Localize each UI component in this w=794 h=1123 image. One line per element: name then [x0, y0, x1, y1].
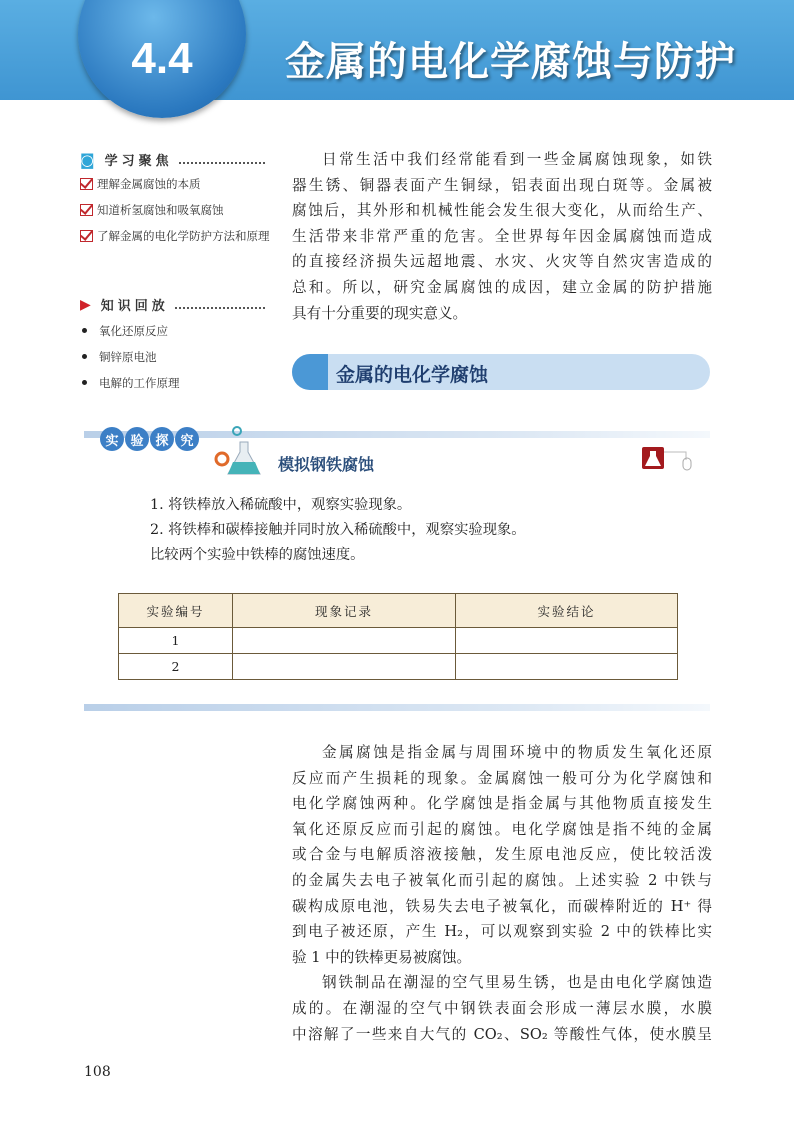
page-title: 金属的电化学腐蚀与防护: [285, 39, 736, 85]
review-item: 电解的工作原理: [99, 376, 180, 390]
text-line: 实验编号: [119, 594, 233, 628]
text-line: 金属腐蚀是指金属与周围环境中的物质发生氧化还原: [322, 744, 712, 761]
text-line: 的金属失去电子被氧化而引起的腐蚀。上述实验 2 中铁与: [292, 871, 712, 889]
text-line: 钢铁制品在潮湿的空气里易生锈，也是由电化学腐蚀造: [322, 974, 712, 992]
check-icon: [80, 178, 93, 190]
focus-item: 了解金属的电化学防护方法和原理: [97, 229, 270, 243]
check-icon: [80, 230, 93, 242]
text-line: 到电子被还原，产生 H₂，可以观察到实验 2 中的铁棒比实: [292, 923, 712, 941]
text-line: 的直接经济损失远超地震、水灾、火灾等自然灾害造成的: [292, 253, 712, 271]
step-1: 1. 将铁棒放入稀硫酸中，观察实验现象。: [150, 497, 412, 513]
experiment-steps: [150, 493, 526, 568]
text-line: 现象记录: [233, 594, 456, 628]
table-row: [119, 654, 678, 680]
table-row: [119, 628, 678, 654]
experiment-video-icon[interactable]: [641, 446, 699, 472]
step-compare: 比较两个实验中铁棒的腐蚀速度。: [150, 547, 365, 563]
triangle-icon: ▶: [80, 296, 95, 313]
text-line: 总和。所以，研究金属腐蚀的成因，建立金属的防护措施: [292, 278, 712, 296]
review-item: 铜锌原电池: [99, 350, 157, 364]
step-2: 2. 将铁棒和碳棒接触并同时放入稀硫酸中，观察实验现象。: [150, 522, 526, 538]
text-line: 腐蚀后，其外形和机械性能会发生很大变化，从而给生产、: [292, 202, 712, 220]
text-line: 日常生活中我们经常能看到一些金属腐蚀现象，如铁: [322, 151, 712, 168]
text-line: 碳构成原电池，铁易失去电子被氧化，而碳棒附近的 H⁺ 得: [292, 897, 712, 915]
text-line: 成的。在潮湿的空气中钢铁表面会形成一薄层水膜，水膜: [292, 999, 712, 1017]
text-line: 器生锈、铜器表面产生铜绿，铝表面出现白斑等。金属被: [292, 176, 712, 194]
body-paragraph: [292, 740, 712, 1047]
review-title: 知识回放: [100, 299, 169, 314]
text-line: 探: [150, 427, 174, 451]
intro-paragraph: [292, 147, 712, 326]
text-line: 生活带来非常严重的危害。全世界每年因金属腐蚀而造成: [292, 227, 712, 245]
text-line: 实: [100, 427, 124, 451]
section-number-badge: [78, 0, 246, 118]
knowledge-review: [80, 295, 265, 390]
text-line: [456, 654, 678, 680]
text-line: [456, 628, 678, 654]
text-line: 具有十分重要的现实意义。: [292, 304, 468, 322]
page-number: 108: [84, 1064, 111, 1080]
section-heading: [292, 354, 710, 390]
experiment-title: 模拟钢铁腐蚀: [278, 455, 375, 474]
focus-icon: ◙: [80, 150, 99, 169]
experiment-bottom-strip: [84, 704, 710, 711]
text-line: 验: [125, 427, 149, 451]
text-line: [233, 654, 456, 680]
text-line: 氧化还原反应而引起的腐蚀。电化学腐蚀是指不纯的金属: [292, 820, 712, 838]
experiment-tag: [100, 427, 199, 451]
focus-item: 知道析氢腐蚀和吸氧腐蚀: [97, 203, 224, 217]
text-line: 实验结论: [456, 594, 678, 628]
text-line: [233, 628, 456, 654]
text-line: 或合金与电解质溶液接触，发生原电池反应，使比较活泼: [292, 846, 712, 864]
check-icon: [80, 204, 93, 216]
experiment-table: [118, 593, 678, 680]
review-item: 氧化还原反应: [99, 324, 168, 338]
section-number: 4.4: [131, 34, 193, 83]
text-line: 中溶解了一些来自大气的 CO₂、SO₂ 等酸性气体，使水膜呈: [292, 1025, 712, 1043]
focus-item: 理解金属腐蚀的本质: [97, 177, 201, 191]
focus-title: 学习聚焦: [104, 154, 173, 169]
flask-gear-icon: [210, 424, 266, 478]
text-line: 2: [119, 654, 233, 680]
text-line: 验 1 中的铁棒更易被腐蚀。: [292, 948, 472, 966]
learning-focus: [80, 150, 270, 243]
text-line: 反应而产生损耗的现象。金属腐蚀一般可分为化学腐蚀和: [292, 769, 712, 787]
text-line: 究: [175, 427, 199, 451]
text-line: 1: [119, 628, 233, 654]
text-line: 电化学腐蚀两种。化学腐蚀是指金属与其他物质直接发生: [292, 795, 712, 813]
section-heading-text: 金属的电化学腐蚀: [336, 364, 489, 386]
